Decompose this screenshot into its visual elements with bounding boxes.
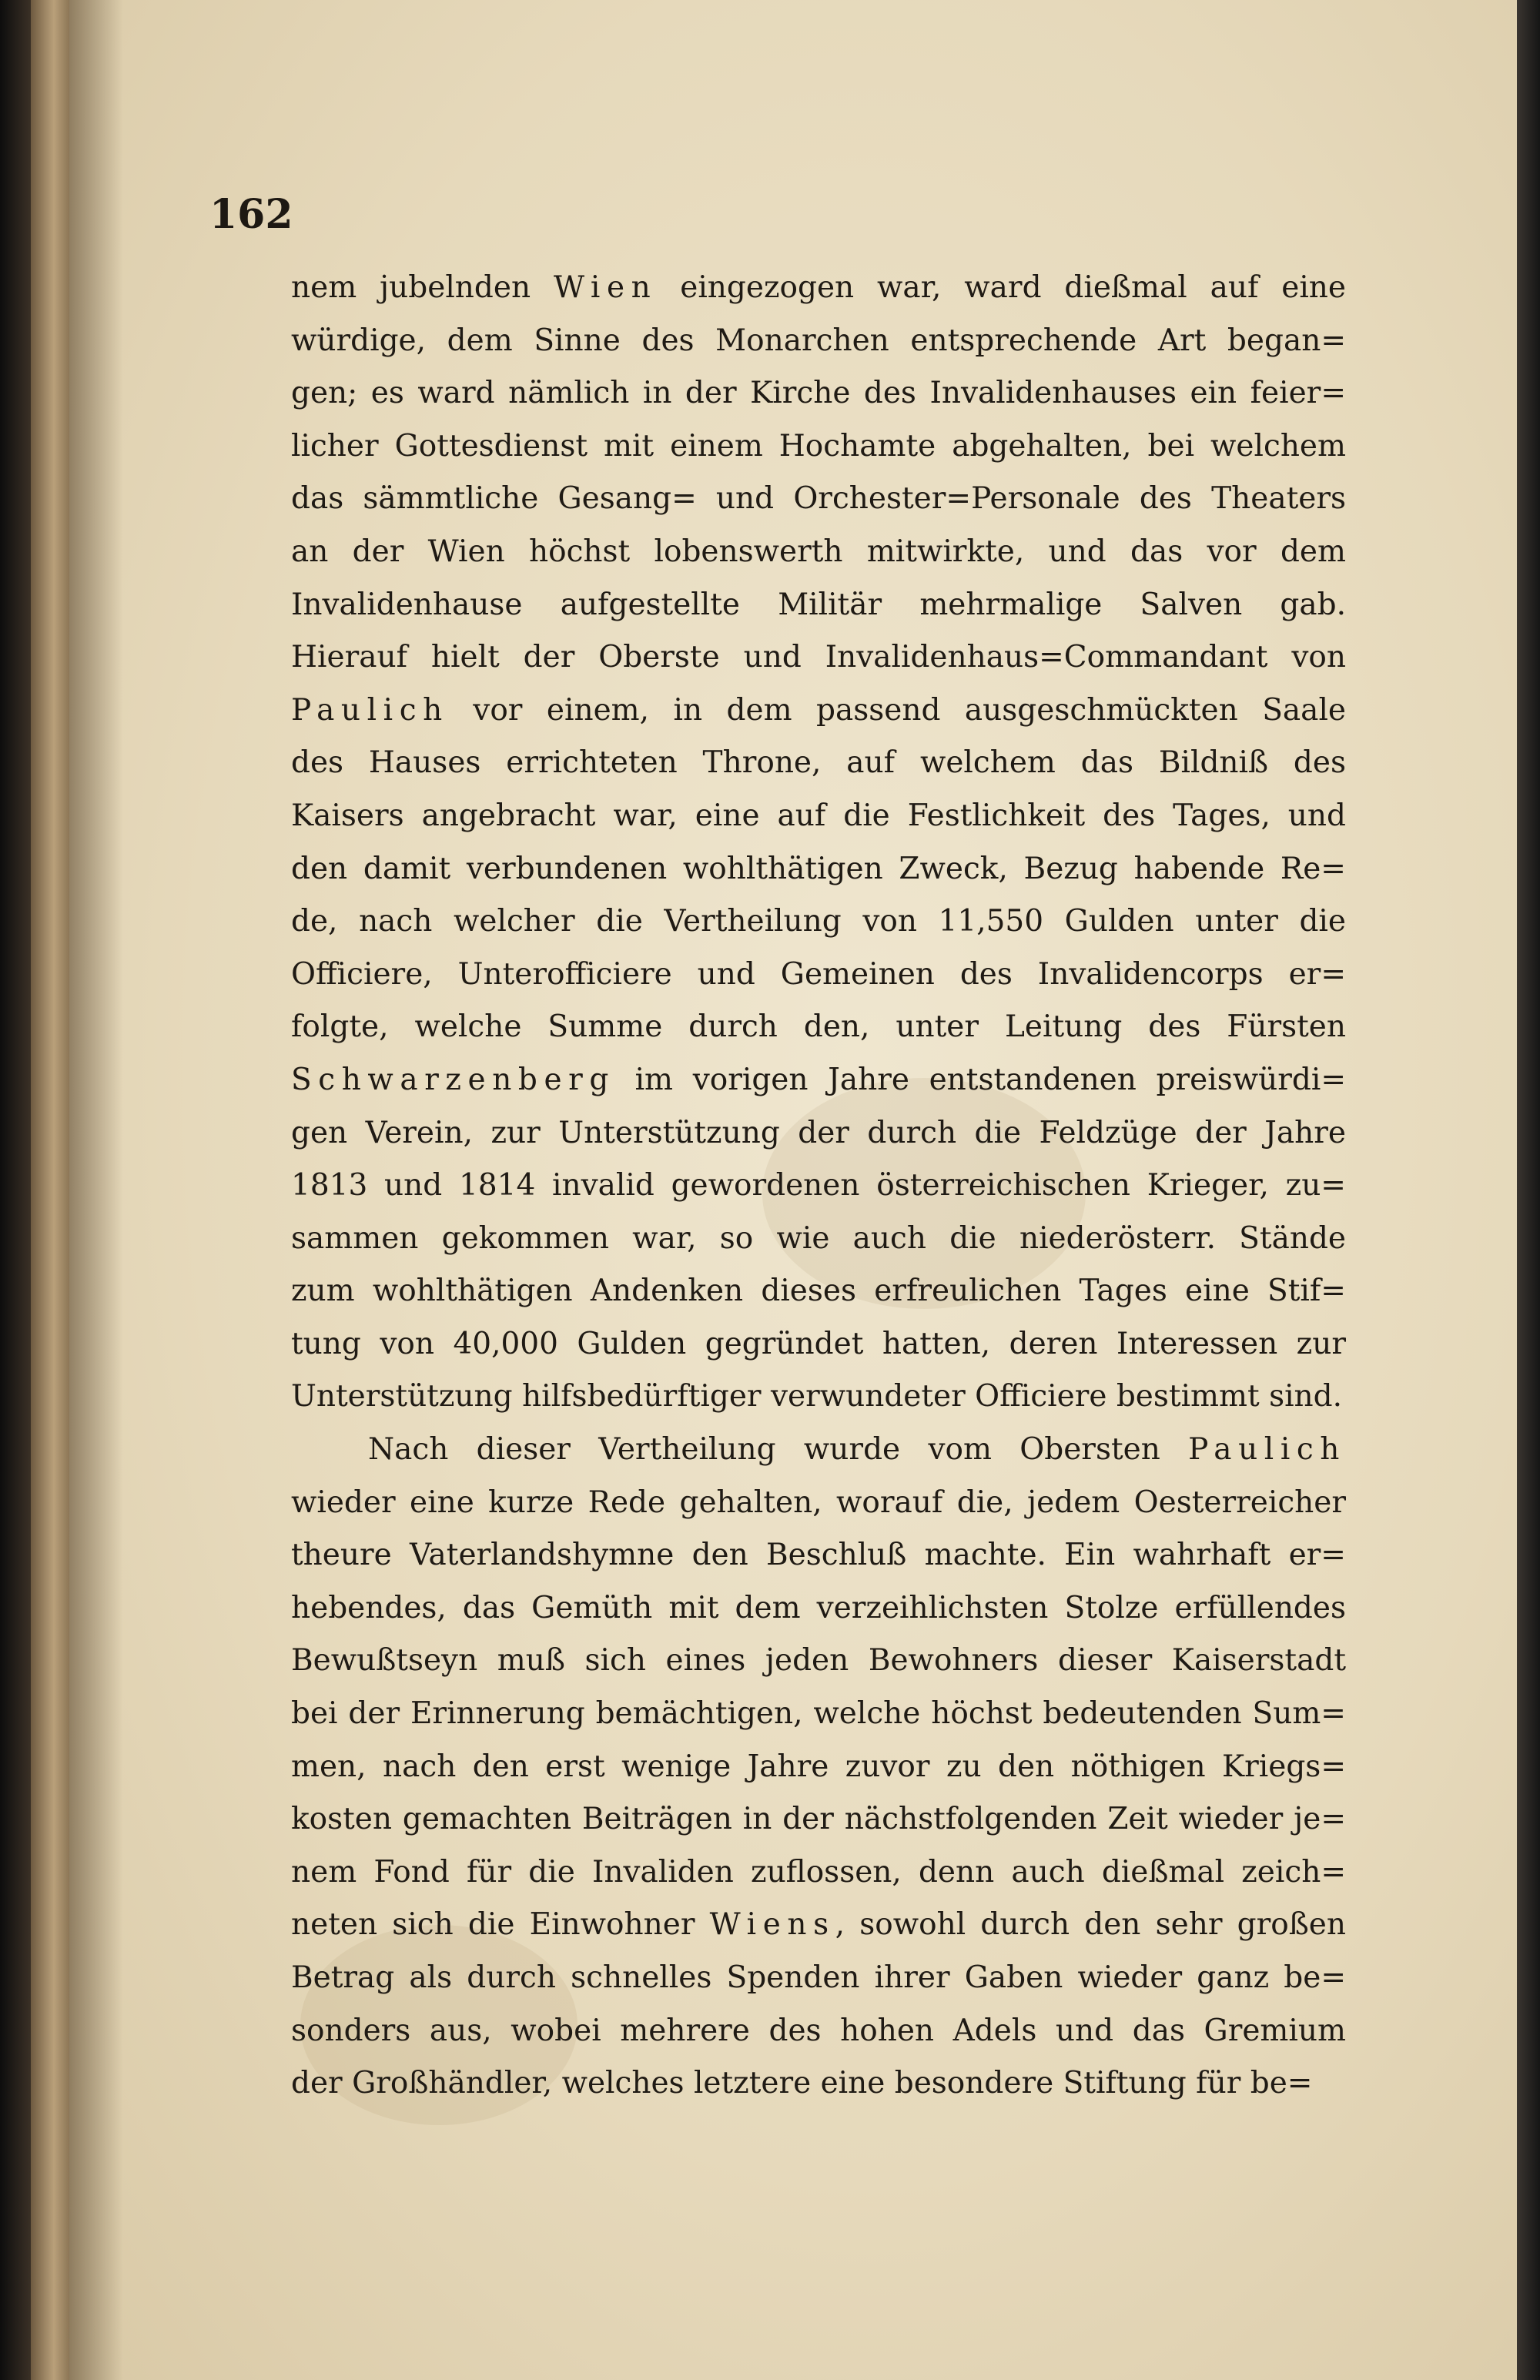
- text-segment: vor einem, in dem passend ausgeschmückten Saale: [448, 692, 1346, 728]
- text-segment: theure Vaterlandshymne den Beschluß machte. Ein wahrhaft er=: [291, 1538, 1346, 1573]
- text-segment: das sämmtliche Gesang= und Orchester=Personale des Theaters: [291, 481, 1346, 517]
- text-segment: des Hauses errichteten Throne, auf welchem das Bildniß des: [291, 745, 1346, 781]
- scan-background-right: [1517, 0, 1540, 2380]
- text-line: [291, 1899, 1346, 1952]
- text-line: [291, 1424, 1346, 1477]
- text-line: [291, 2057, 1346, 2111]
- text-segment: kosten gemachten Beiträgen in der nächstfolgenden Zeit wieder je=: [291, 1802, 1346, 1837]
- text-segment: Kaisers angebracht war, eine auf die Festlichkeit des Tages, und: [291, 798, 1346, 833]
- text-segment: sonders aus, wobei mehrere des hohen Adels und das Gremium: [291, 2013, 1346, 2048]
- text-segment: , sowohl durch den sehr großen: [835, 1907, 1346, 1943]
- text-segment: würdige, dem Sinne des Monarchen entsprechende Art began=: [291, 323, 1346, 358]
- text-segment: gen; es ward nämlich in der Kirche des Invalidenhauses ein feier=: [291, 376, 1346, 411]
- text-line: [291, 790, 1346, 843]
- body-text: [291, 262, 1346, 2111]
- text-line: [291, 1265, 1346, 1318]
- previous-page-edge: [31, 0, 69, 2380]
- text-segment: 1813 und 1814 invalid gewordenen österreichischen Krieger, zu=: [291, 1168, 1346, 1203]
- scan-background-left: [0, 0, 31, 2380]
- text-segment: tung von 40,000 Gulden gegründet hatten, deren Interessen zur: [291, 1326, 1346, 1361]
- spaced-name: Paulich: [291, 692, 449, 728]
- text-segment: an der Wien höchst lobenswerth mitwirkte, und das vor dem: [291, 534, 1346, 569]
- text-line: [291, 685, 1346, 738]
- text-line: [291, 1952, 1346, 2005]
- text-segment: Bewußtseyn muß sich eines jeden Bewohners dieser Kaiserstadt: [291, 1643, 1346, 1679]
- text-line: [291, 1371, 1346, 1424]
- spaced-name: Schwarzenberg: [291, 1062, 615, 1097]
- text-segment: wieder eine kurze Rede gehalten, worauf die, jedem Oesterreicher: [291, 1485, 1346, 1520]
- text-line: [291, 2005, 1346, 2058]
- text-segment: folgte, welche Summe durch den, unter Leitung des Fürsten: [291, 1009, 1346, 1045]
- text-line: [291, 420, 1346, 474]
- text-segment: Officiere, Unterofficiere und Gemeinen des Invalidencorps er=: [291, 956, 1346, 992]
- text-segment: men, nach den erst wenige Jahre zuvor zu den nöthigen Kriegs=: [291, 1749, 1346, 1784]
- text-line: [291, 1793, 1346, 1846]
- text-segment: nem jubelnden: [291, 270, 554, 305]
- text-line: [291, 1529, 1346, 1582]
- text-segment: Nach dieser Vertheilung wurde vom Obersten: [368, 1432, 1189, 1468]
- text-line: [291, 1846, 1346, 1900]
- text-segment: bei der Erinnerung bemächtigen, welche höchst bedeutenden Sum=: [291, 1696, 1346, 1732]
- text-segment: der Großhändler, welches letztere eine besondere Stiftung für be=: [291, 2066, 1313, 2101]
- text-line: [291, 1688, 1346, 1741]
- spaced-name: Wien: [553, 270, 658, 305]
- text-segment: Betrag als durch schnelles Spenden ihrer Gaben wieder ganz be=: [291, 1960, 1346, 1995]
- text-line: [291, 949, 1346, 1002]
- text-line: [291, 1054, 1346, 1107]
- text-line: [291, 843, 1346, 896]
- text-segment: Unterstützung hilfsbedürftiger verwundeter Officiere bestimmt sind.: [291, 1379, 1343, 1414]
- text-line: [291, 737, 1346, 790]
- text-segment: de, nach welcher die Vertheilung von 11,550 Gulden unter die: [291, 904, 1346, 939]
- text-line: [291, 1160, 1346, 1213]
- text-segment: sammen gekommen war, so wie auch die niederösterr. Stände: [291, 1220, 1346, 1256]
- text-line: [291, 473, 1346, 526]
- paragraph: [291, 1424, 1346, 2111]
- text-line: [291, 1001, 1346, 1054]
- spaced-name: Paulich: [1188, 1432, 1346, 1468]
- text-segment: licher Gottesdienst mit einem Hochamte abgehalten, bei welchem: [291, 428, 1346, 464]
- text-segment: den damit verbundenen wohlthätigen Zweck, Bezug habende Re=: [291, 851, 1346, 886]
- text-line: [291, 895, 1346, 949]
- text-segment: gen Verein, zur Unterstützung der durch die Feldzüge der Jahre: [291, 1115, 1346, 1150]
- text-line: [291, 1318, 1346, 1371]
- text-line: [291, 367, 1346, 420]
- text-line: [291, 1213, 1346, 1266]
- text-segment: Invalidenhause aufgestellte Militär mehrmalige Salven gab.: [291, 587, 1346, 622]
- gutter-shadow: [69, 0, 123, 2380]
- text-segment: im vorigen Jahre entstandenen preiswürdi=: [614, 1062, 1346, 1097]
- text-line: [291, 262, 1346, 315]
- text-segment: Hierauf hielt der Oberste und Invalidenhaus=Commandant von: [291, 640, 1346, 675]
- text-segment: neten sich die Einwohner: [291, 1907, 710, 1943]
- text-line: [291, 579, 1346, 632]
- spaced-name: Wiens: [709, 1907, 835, 1943]
- text-line: [291, 315, 1346, 368]
- text-line: [291, 1741, 1346, 1794]
- text-line: [291, 1107, 1346, 1160]
- text-line: [291, 1477, 1346, 1530]
- text-segment: zum wohlthätigen Andenken dieses erfreulichen Tages eine Stif=: [291, 1274, 1346, 1309]
- text-segment: eingezogen war, ward dießmal auf eine: [657, 270, 1346, 305]
- paragraph: [291, 262, 1346, 1424]
- page-number: 162: [209, 191, 293, 238]
- text-line: [291, 631, 1346, 685]
- text-segment: nem Fond für die Invaliden zuflossen, denn auch dießmal zeich=: [291, 1854, 1346, 1890]
- text-line: [291, 1635, 1346, 1688]
- text-line: [291, 1582, 1346, 1635]
- text-line: [291, 526, 1346, 579]
- text-segment: hebendes, das Gemüth mit dem verzeihlichsten Stolze erfüllendes: [291, 1590, 1346, 1625]
